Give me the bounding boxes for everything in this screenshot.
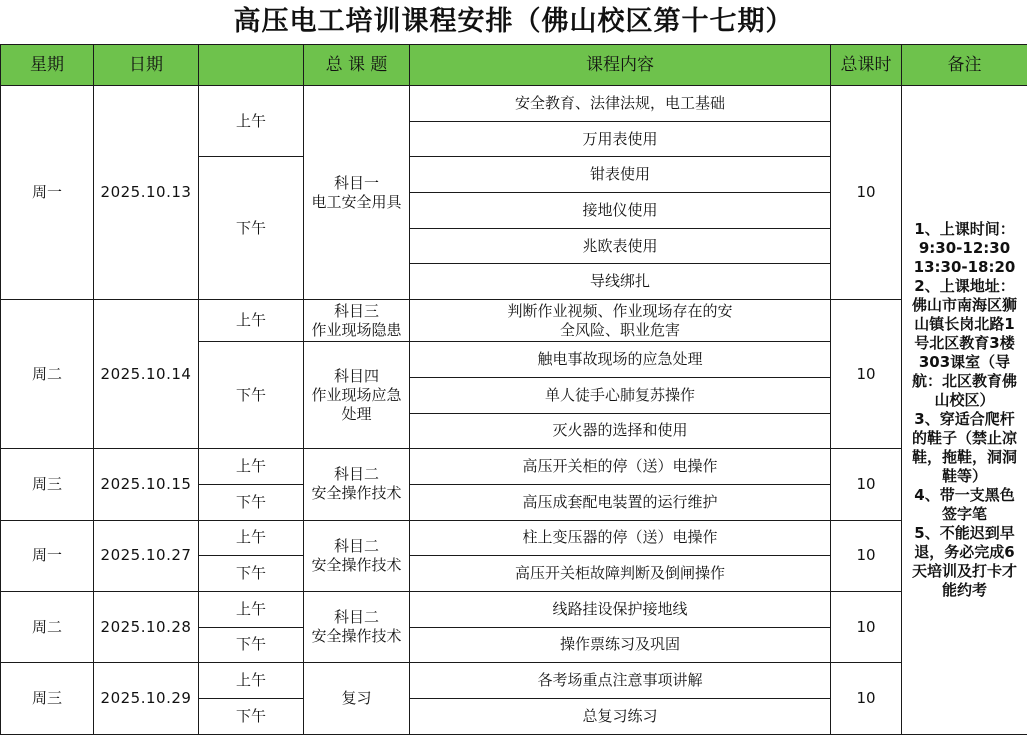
date-cell: 2025.10.13 [94, 86, 199, 300]
content-cell: 各考场重点注意事项讲解 [410, 663, 831, 699]
topic-line: 科目一 [333, 173, 379, 192]
topic-cell [304, 449, 410, 520]
schedule-table [0, 44, 1027, 735]
page-title: 高压电工培训课程安排（佛山校区第十七期） [233, 6, 794, 37]
hours-cell: 10 [831, 663, 902, 734]
table-row [1, 591, 1027, 627]
content-cell: 柱上变压器的停（送）电操作 [410, 520, 831, 556]
hours-cell: 10 [831, 300, 902, 449]
topic-cell: 复习 [304, 663, 410, 734]
date-cell: 2025.10.29 [94, 663, 199, 734]
session-am: 上午 [199, 86, 304, 157]
content-cell: 单人徒手心肺复苏操作 [410, 377, 831, 413]
date-cell: 2025.10.14 [94, 300, 199, 449]
remarks-line: 2、上课地址： [914, 276, 1015, 295]
content-cell: 灭火器的选择和使用 [410, 413, 831, 449]
header-hours: 总课时 [831, 45, 902, 86]
session-am: 上午 [199, 591, 304, 627]
content-cell: 接地仪使用 [410, 193, 831, 229]
topic-line: 科目二 [333, 608, 379, 627]
topic-line: 安全操作技术 [311, 484, 402, 503]
weekday-cell: 周三 [1, 663, 94, 734]
hours-cell: 10 [831, 520, 902, 591]
table-row [1, 663, 1027, 699]
topic-cell [304, 520, 410, 591]
table-row [1, 449, 1027, 485]
topic-line: 科目二 [333, 536, 379, 555]
session-am: 上午 [199, 520, 304, 556]
table-row [1, 300, 1027, 342]
remarks-line: 5、不能迟到早 [914, 523, 1015, 542]
session-am: 上午 [199, 663, 304, 699]
weekday-cell: 周二 [1, 591, 94, 662]
content-cell: 线路挂设保护接地线 [410, 591, 831, 627]
session-am: 上午 [199, 300, 304, 342]
remarks-line: 鞋，拖鞋，洞洞 [911, 447, 1017, 466]
weekday-cell: 周一 [1, 520, 94, 591]
topic-cell [304, 342, 410, 449]
table-row [1, 86, 1027, 122]
topic-cell [304, 591, 410, 662]
header-date: 日期 [94, 45, 199, 86]
remarks-line: 签字笔 [941, 504, 987, 523]
content-cell [410, 300, 831, 342]
content-cell: 高压成套配电装置的运行维护 [410, 484, 831, 520]
session-pm: 下午 [199, 556, 304, 592]
topic-cell [304, 300, 410, 342]
content-cell: 安全教育、法律法规，电工基础 [410, 86, 831, 122]
session-pm: 下午 [199, 627, 304, 663]
content-cell: 高压开关柜的停（送）电操作 [410, 449, 831, 485]
hours-cell: 10 [831, 449, 902, 520]
remarks-line: 13:30-18:20 [913, 257, 1016, 276]
content-cell: 触电事故现场的应急处理 [410, 342, 831, 378]
table-row [1, 520, 1027, 556]
header-weekday: 星期 [1, 45, 94, 86]
remarks-line: 天培训及打卡才 [911, 561, 1017, 580]
content-cell: 钳表使用 [410, 157, 831, 193]
remarks-line: 山镇长岗北路1 [914, 314, 1015, 333]
content-cell: 万用表使用 [410, 121, 831, 157]
topic-line: 科目四 [333, 366, 379, 385]
remarks-line: 3、穿适合爬杆 [914, 409, 1015, 428]
remarks-line: 佛山市南海区狮 [911, 295, 1017, 314]
remarks-line: 9:30-12:30 [918, 238, 1011, 257]
remarks-line: 的鞋子（禁止凉 [911, 428, 1017, 447]
content-cell: 高压开关柜故障判断及倒闸操作 [410, 556, 831, 592]
weekday-cell: 周三 [1, 449, 94, 520]
date-cell: 2025.10.28 [94, 591, 199, 662]
topic-line: 作业现场应急 [311, 385, 402, 404]
date-cell: 2025.10.15 [94, 449, 199, 520]
remarks-line: 能约考 [941, 580, 987, 599]
header-topic: 总 课 题 [304, 45, 410, 86]
content-cell: 操作票练习及巩固 [410, 627, 831, 663]
content-cell: 兆欧表使用 [410, 228, 831, 264]
topic-line: 安全操作技术 [311, 627, 402, 646]
session-pm: 下午 [199, 157, 304, 300]
remarks-line: 航：北区教育佛 [911, 371, 1017, 390]
topic-line: 科目三 [333, 301, 379, 320]
session-pm: 下午 [199, 699, 304, 735]
session-pm: 下午 [199, 484, 304, 520]
weekday-cell: 周二 [1, 300, 94, 449]
hours-cell: 10 [831, 86, 902, 300]
remarks-line: 退，务必完成6 [914, 542, 1015, 561]
remarks-cell [902, 86, 1027, 735]
topic-line: 安全操作技术 [311, 555, 402, 574]
weekday-cell: 周一 [1, 86, 94, 300]
content-line: 判断作业视频、作业现场存在的安 [507, 301, 733, 320]
remarks-line: 山校区） [934, 390, 995, 409]
content-line: 全风险、职业危害 [559, 320, 680, 339]
content-cell: 总复习练习 [410, 699, 831, 735]
header-remarks: 备注 [902, 45, 1027, 86]
hours-cell: 10 [831, 591, 902, 662]
session-am: 上午 [199, 449, 304, 485]
topic-line: 作业现场隐患 [311, 320, 402, 339]
header-content: 课程内容 [410, 45, 831, 86]
remarks-line: 1、上课时间： [914, 219, 1015, 238]
topic-line: 科目二 [333, 465, 379, 484]
content-cell: 导线绑扎 [410, 264, 831, 300]
remarks-line: 鞋等） [941, 466, 987, 485]
header-row [1, 45, 1027, 86]
session-pm: 下午 [199, 342, 304, 449]
remarks-line: 4、带一支黑色 [914, 485, 1015, 504]
date-cell: 2025.10.27 [94, 520, 199, 591]
topic-cell [304, 86, 410, 300]
remarks-line: 303课室（导 [918, 352, 1011, 371]
topic-line: 电工安全用具 [311, 192, 402, 211]
header-session [199, 45, 304, 86]
remarks-line: 号北区教育3楼 [914, 333, 1015, 352]
topic-line: 处理 [341, 404, 372, 423]
